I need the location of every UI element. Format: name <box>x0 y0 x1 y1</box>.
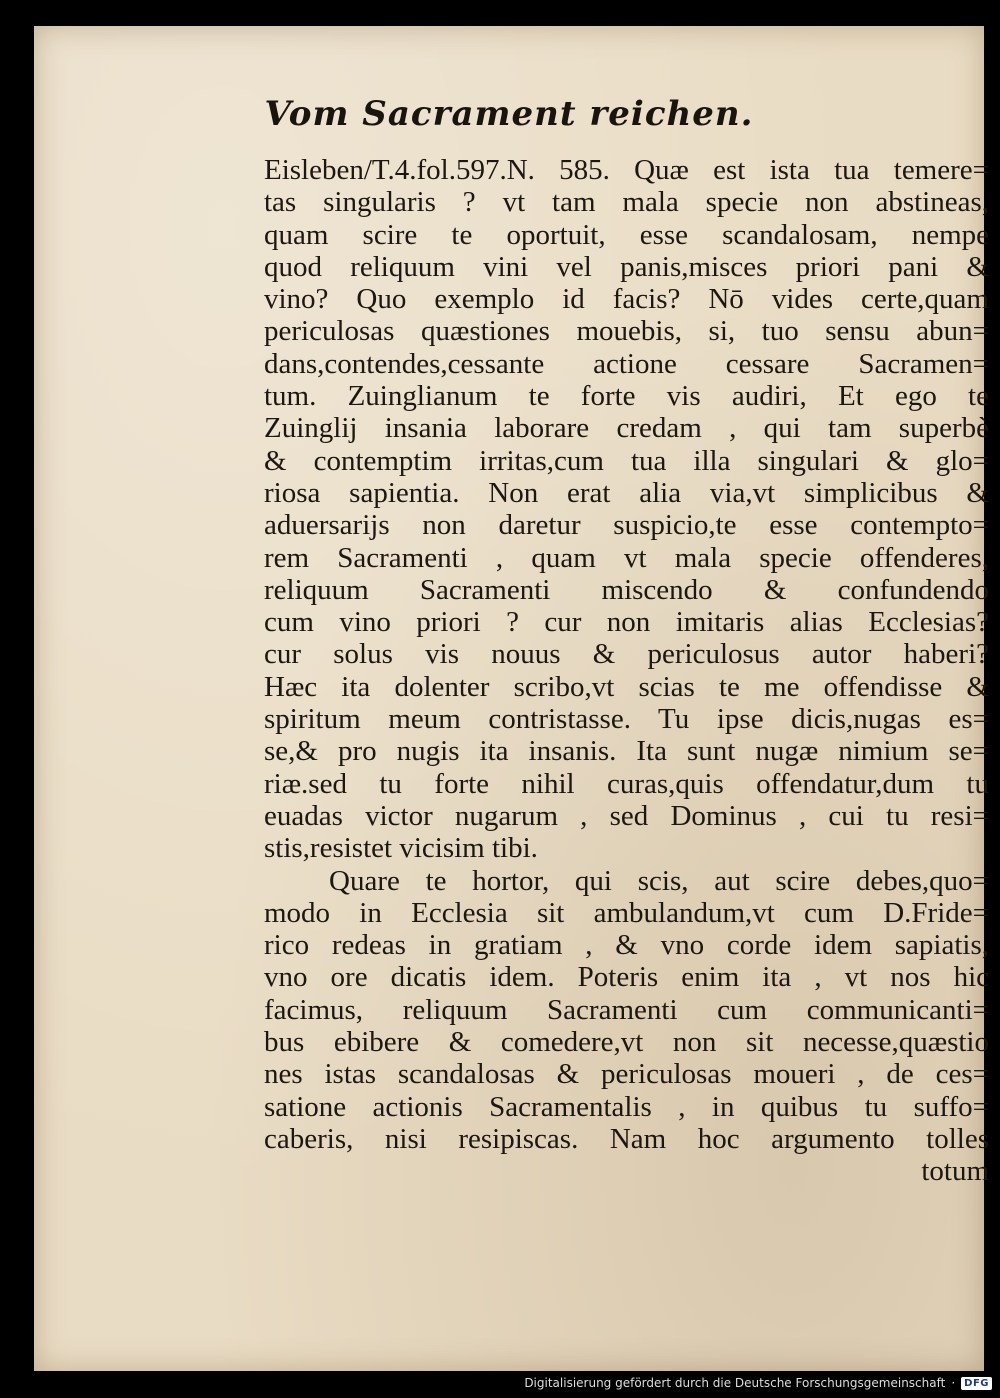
text-line: aduersarijs non daretur suspicio,te esse contempto= <box>264 509 989 542</box>
text-line: riosa sapientia. Non erat alia via,vt simplicibus & <box>264 476 989 509</box>
text-line: stis,resistet vicisim tibi. <box>264 832 538 865</box>
footer-text: Digitalisierung gefördert durch die Deutsche Forschungsgemeinschaft <box>524 1376 946 1390</box>
text-line: vno ore dicatis idem. Poteris enim ita , vt nos hic <box>264 961 989 994</box>
text-line: euadas victor nugarum , sed Dominus , cui tu resi= <box>264 799 989 832</box>
text-line: cur solus vis nouus & periculosus autor haberi? <box>264 638 989 671</box>
text-line: vino? Quo exemplo id facis? Nō vides certe,quam <box>264 283 989 316</box>
text-line: Hæc ita dolenter scribo,vt scias te me offendisse & <box>264 670 989 703</box>
footer-separator: · <box>951 1376 956 1390</box>
text-line: Quare te hortor, qui scis, aut scire debes,quo= <box>329 864 989 897</box>
text-line: caberis, nisi resipiscas. Nam hoc argumento tolles <box>264 1122 989 1155</box>
text-line: rico redeas in gratiam , & vno corde idem sapiatis, <box>264 929 989 962</box>
text-line: se,& pro nugis ita insanis. Ita sunt nugæ nimium se= <box>264 735 989 768</box>
running-header: Vom Sacrament reichen. <box>264 94 754 134</box>
text-line: periculosas quæstiones mouebis, si, tuo sensu abun= <box>264 315 989 348</box>
text-line: bus ebibere & comedere,vt non sit necesse,quæstio <box>264 1026 989 1059</box>
text-line: quam scire te oportuit, esse scandalosam, nempe <box>264 218 989 251</box>
text-line: nes istas scandalosas & periculosas moueri , de ces= <box>264 1058 989 1091</box>
text-line: Zuinglij insania laborare credam , qui tam superbè <box>264 412 989 445</box>
text-line: modo in Ecclesia sit ambulandum,vt cum D.Fride= <box>264 896 989 929</box>
text-line: Eisleben/T.4.fol.597.N. 585. Quæ est ista tua temere= <box>264 154 989 186</box>
text-line: dans,contendes,cessante actione cessare Sacramen= <box>264 347 989 380</box>
text-line: rem Sacramenti , quam vt mala specie offenderes, <box>264 541 989 574</box>
text-line: quod reliquum vini vel panis,misces priori pani & <box>264 250 989 283</box>
dfg-logo-icon: DFG <box>961 1377 992 1390</box>
text-line: facimus, reliquum Sacramenti cum communicanti= <box>264 993 989 1026</box>
text-line: riæ.sed tu forte nihil curas,quis offendatur,dum tu <box>264 767 989 800</box>
text-line: tas singularis ? vt tam mala specie non abstineas, <box>264 186 989 219</box>
catchword: totum <box>921 1155 989 1188</box>
text-line: cum vino priori ? cur non imitaris alias Ecclesias? <box>264 606 989 639</box>
text-line: tum. Zuinglianum te forte vis audiri, Et ego te <box>264 380 989 413</box>
digitization-footer <box>524 1374 992 1392</box>
text-line: reliquum Sacramenti miscendo & confundendo <box>264 573 989 606</box>
page-text <box>264 154 989 1188</box>
book-page <box>34 26 989 1371</box>
text-line: spiritum meum contristasse. Tu ipse dicis,nugas es= <box>264 703 989 736</box>
text-line: & contemptim irritas,cum tua illa singulari & glo= <box>264 444 989 477</box>
text-line: satione actionis Sacramentalis , in quibus tu suffo= <box>264 1090 989 1123</box>
